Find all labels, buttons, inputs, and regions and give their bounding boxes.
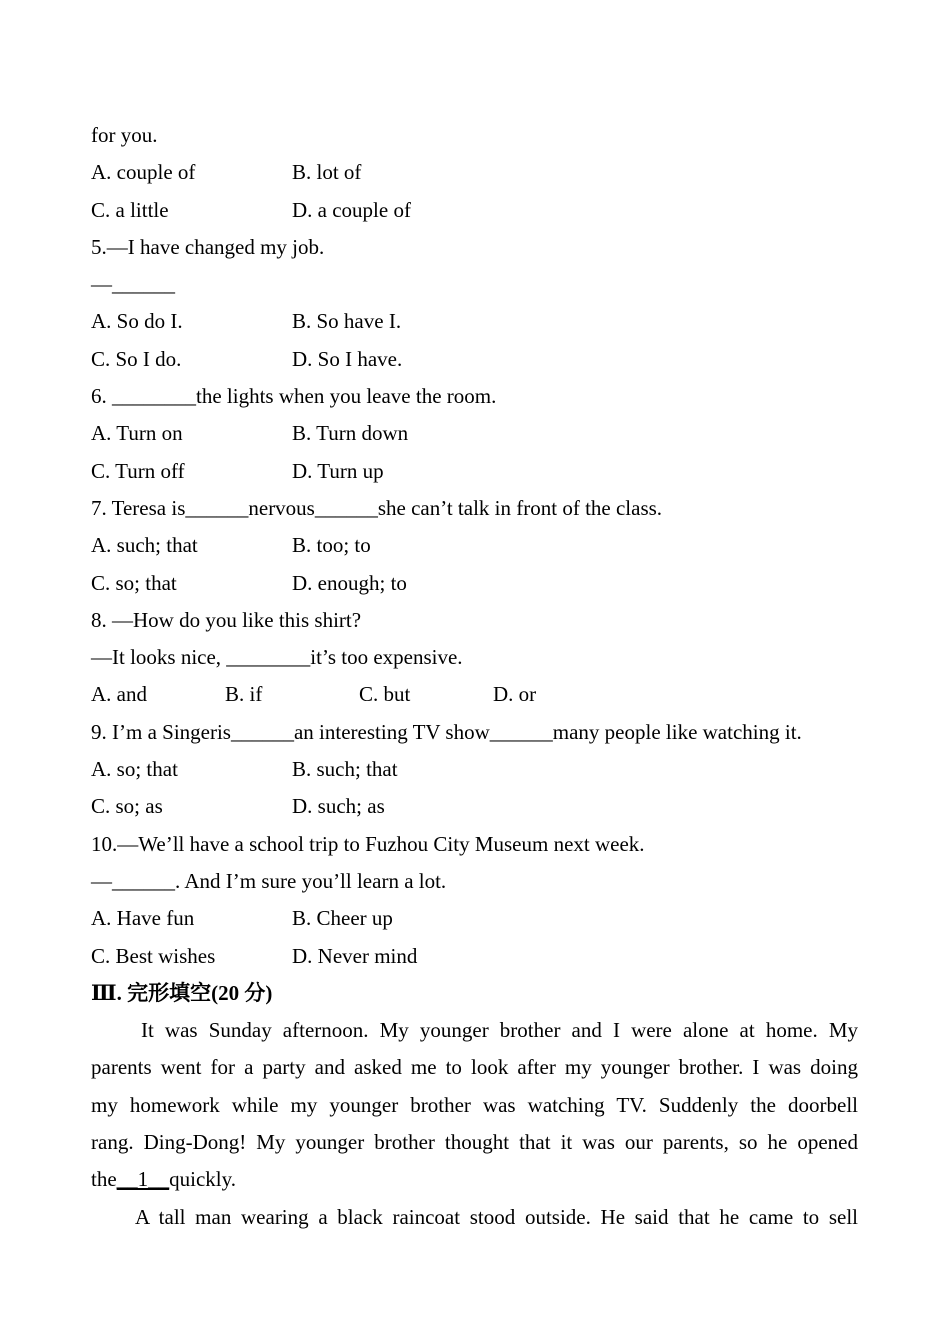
q5-option-c: C. So I do. [91, 346, 182, 371]
q5-option-b: B. So have I. [292, 309, 402, 334]
q10-stem: 10.—We’ll have a school trip to Fuzhou City Museum next week. [91, 831, 645, 856]
q9-option-b: B. such; that [292, 757, 398, 782]
q4-option-c: C. a little [91, 197, 169, 222]
q4-options-row-2 [91, 192, 858, 229]
q9-stem: 9. I’m a Singeris______an interesting TV show______many people like watching it. [91, 719, 802, 744]
q6-stem: 6. ________the lights when you leave the room. [91, 384, 497, 409]
cloze-paragraph-2-line-1: A tall man wearing a black raincoat stood outside. He said that he came to sell [135, 1204, 858, 1229]
q7-option-c: C. so; that [91, 570, 177, 595]
q6-option-a: A. Turn on [91, 421, 183, 446]
q7-options-row-1 [91, 527, 858, 564]
q4-options-row-1 [91, 154, 858, 191]
q8-stem: 8. —How do you like this shirt? [91, 607, 362, 632]
q8-options-row [91, 676, 858, 713]
q4-continuation: for you. [91, 123, 158, 147]
q6-option-b: B. Turn down [292, 421, 409, 446]
q10-option-a: A. Have fun [91, 906, 195, 931]
cloze-text-after-blank: quickly. [169, 1167, 237, 1192]
q5-options-row-1 [91, 303, 858, 340]
q8-reply: —It looks nice, ________it’s too expensive. [91, 645, 463, 670]
q10-option-d: D. Never mind [292, 943, 418, 968]
q6-option-c: C. Turn off [91, 458, 185, 483]
q10-options-row-2 [91, 938, 858, 975]
q7-option-a: A. such; that [91, 533, 198, 558]
q5-reply: —______ [91, 272, 175, 297]
q6-options-row-1 [91, 415, 858, 452]
q7-stem: 7. Teresa is______nervous______she can’t talk in front of the class. [91, 495, 663, 520]
q9-option-a: A. so; that [91, 757, 178, 782]
q10-option-c: C. Best wishes [91, 943, 216, 968]
q4-option-b: B. lot of [292, 160, 362, 185]
q5-option-a: A. So do I. [91, 309, 183, 334]
document-page [91, 117, 858, 1236]
cloze-paragraph-1-line-3: my homework while my younger brother was watching TV. Suddenly the doorbell [91, 1092, 858, 1117]
q8-option-c: C. but [359, 682, 411, 707]
section-heading: Ⅲ. 完形填空(20 分) [91, 980, 273, 1005]
q5-stem: 5.—I have changed my job. [91, 234, 325, 259]
q5-options-row-2 [91, 341, 858, 378]
q6-options-row-2 [91, 453, 858, 490]
cloze-paragraph-1-line-1: It was Sunday afternoon. My younger brother and I were alone at home. My [141, 1018, 858, 1043]
cloze-text-before-blank: the [91, 1167, 117, 1192]
q9-option-d: D. such; as [292, 794, 385, 819]
q10-option-b: B. Cheer up [292, 906, 393, 931]
q10-reply: —______. And I’m sure you’ll learn a lot. [91, 868, 447, 893]
q4-option-d: D. a couple of [292, 197, 411, 222]
q8-option-a: A. and [91, 682, 147, 707]
q7-option-d: D. enough; to [292, 570, 407, 595]
cloze-paragraph-1-line-5 [91, 1161, 858, 1198]
q9-options-row-2 [91, 788, 858, 825]
q9-options-row-1 [91, 751, 858, 788]
q7-options-row-2 [91, 565, 858, 602]
q4-option-a: A. couple of [91, 160, 196, 185]
q8-option-b: B. if [225, 682, 263, 707]
cloze-paragraph-1-line-2: parents went for a party and asked me to look after my younger brother. I was doing [91, 1055, 858, 1080]
q8-option-d: D. or [493, 682, 537, 707]
q9-option-c: C. so; as [91, 794, 163, 819]
q7-option-b: B. too; to [292, 533, 371, 558]
q10-options-row-1 [91, 900, 858, 937]
q6-option-d: D. Turn up [292, 458, 384, 483]
q5-option-d: D. So I have. [292, 346, 403, 371]
cloze-blank-1: __1__ [116, 1167, 170, 1192]
cloze-paragraph-1-line-4: rang. Ding-Dong! My younger brother thought that it was our parents, so he opened [91, 1130, 858, 1155]
